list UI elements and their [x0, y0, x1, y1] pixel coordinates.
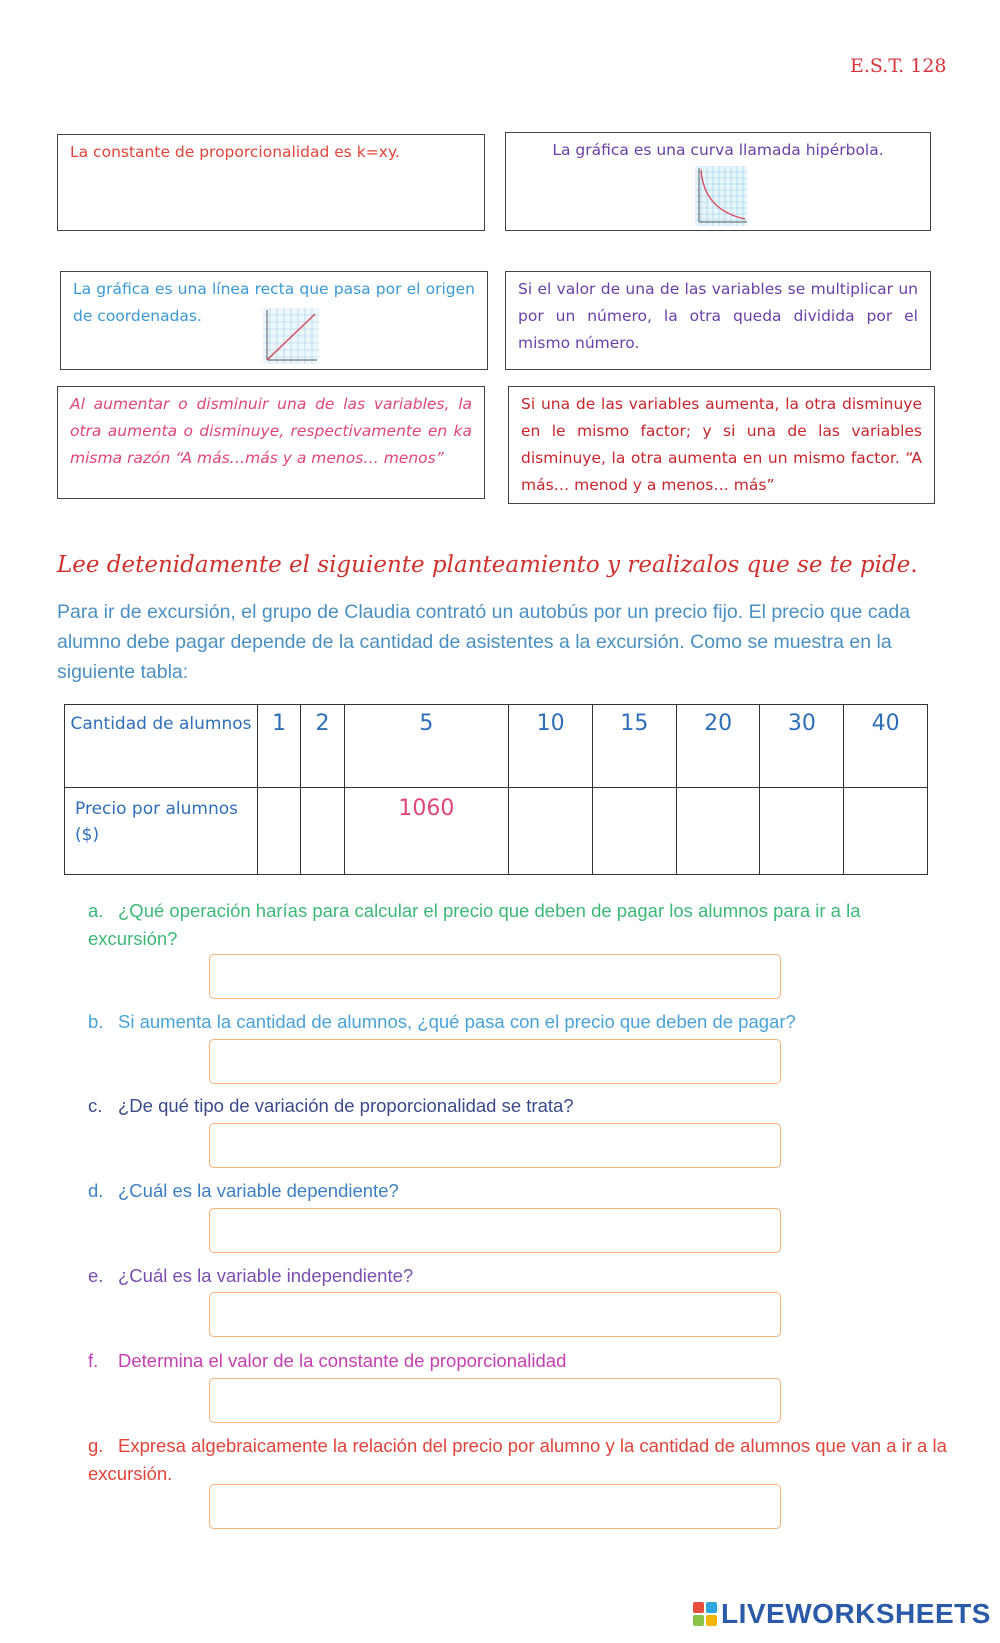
question-letter: e. — [88, 1265, 104, 1286]
card-text: Si una de las variables aumenta, la otra disminuye en le mismo factor; y si una de las variables disminuye, la otra aumenta en un mismo factor. “A más… menod y a menos… más” — [521, 395, 922, 494]
students-cell: 20 — [676, 705, 760, 788]
answer-box-b[interactable] — [209, 1039, 781, 1084]
hyperbola-graph-icon — [695, 166, 747, 226]
question-letter: a. — [88, 900, 104, 921]
question-letter: g. — [88, 1435, 104, 1456]
students-cell: 10 — [509, 705, 593, 788]
liveworksheets-brand — [693, 1598, 991, 1630]
answer-box-g[interactable] — [209, 1484, 781, 1529]
students-cell: 1 — [258, 705, 301, 788]
question-text: ¿Cuál es la variable independiente? — [118, 1265, 414, 1286]
students-cell: 2 — [301, 705, 344, 788]
card-inverse-variation[interactable] — [508, 386, 935, 504]
question-letter: b. — [88, 1011, 104, 1032]
question-letter: c. — [88, 1095, 103, 1116]
price-input-cell[interactable] — [258, 788, 301, 875]
question-text: Determina el valor de la constante de proporcionalidad — [118, 1350, 567, 1371]
students-cell: 15 — [592, 705, 676, 788]
answer-box-c[interactable] — [209, 1123, 781, 1168]
question-e — [88, 1262, 948, 1290]
question-a — [88, 897, 948, 953]
card-straight-line[interactable] — [60, 271, 488, 370]
problem-intro: Para ir de excursión, el grupo de Claudia contrató un autobús por un precio fijo. El precio que cada alumno debe pagar depende de la cantidad de asistentes a la excursión. Como se muestra en la siguiente tabla: — [57, 601, 911, 683]
students-cell: 30 — [760, 705, 844, 788]
card-multiply-divide[interactable] — [505, 271, 931, 370]
students-row — [65, 705, 928, 788]
school-label: E.S.T. 128 — [850, 55, 947, 77]
question-d — [88, 1177, 948, 1205]
question-letter: d. — [88, 1180, 104, 1201]
question-g — [88, 1432, 948, 1488]
price-row — [65, 788, 928, 875]
answer-box-f[interactable] — [209, 1378, 781, 1423]
brand-name: LIVEWORKSHEETS — [721, 1598, 991, 1629]
question-c — [88, 1092, 948, 1120]
price-input-cell[interactable] — [301, 788, 344, 875]
price-row-label: Precio por alumnos ($) — [65, 788, 258, 875]
card-text: Al aumentar o disminuir una de las variables, la otra aumenta o disminuye, respectivamente en ka misma razón “A más…más y a menos… menos” — [70, 395, 472, 467]
card-text: La constante de proporcionalidad es k=xy. — [70, 143, 400, 161]
card-hyperbola[interactable] — [505, 132, 931, 231]
question-text: ¿Qué operación harías para calcular el precio que deben de pagar los alumnos para ir a la excursión? — [88, 900, 861, 949]
price-known-cell: 1060 — [344, 788, 509, 875]
answer-box-e[interactable] — [209, 1292, 781, 1337]
card-text: La gráfica es una línea recta que pasa por el origen de coordenadas. — [73, 280, 475, 325]
card-constant-kxy[interactable] — [57, 134, 485, 231]
question-f — [88, 1347, 948, 1375]
question-text: Si aumenta la cantidad de alumnos, ¿qué pasa con el precio que deben de pagar? — [118, 1011, 796, 1032]
price-input-cell[interactable] — [592, 788, 676, 875]
students-cell: 40 — [844, 705, 928, 788]
card-text: Si el valor de una de las variables se multiplicar un por un número, la otra queda dividida por el mismo número. — [518, 280, 918, 352]
brand-logo-icon — [693, 1602, 717, 1626]
question-b — [88, 1008, 948, 1036]
question-text: ¿De qué tipo de variación de proporcionalidad se trata? — [118, 1095, 574, 1116]
price-input-cell[interactable] — [760, 788, 844, 875]
line-graph-icon — [263, 308, 319, 364]
answer-box-a[interactable] — [209, 954, 781, 999]
answer-box-d[interactable] — [209, 1208, 781, 1253]
card-direct-variation[interactable] — [57, 386, 485, 499]
instruction-title: Lee detenidamente el siguiente planteamiento y realizalos que se te pide. — [57, 552, 918, 578]
price-input-cell[interactable] — [676, 788, 760, 875]
students-row-label: Cantidad de alumnos — [65, 705, 258, 788]
students-cell: 5 — [344, 705, 509, 788]
question-text: Expresa algebraicamente la relación del precio por alumno y la cantidad de alumnos que van a ir a la excursión. — [88, 1435, 947, 1484]
card-text: La gráfica es una curva llamada hipérbola. — [552, 141, 884, 159]
price-input-cell[interactable] — [509, 788, 593, 875]
question-letter: f. — [88, 1350, 99, 1371]
question-text: ¿Cuál es la variable dependiente? — [118, 1180, 399, 1201]
price-input-cell[interactable] — [844, 788, 928, 875]
proportionality-table — [64, 704, 928, 875]
